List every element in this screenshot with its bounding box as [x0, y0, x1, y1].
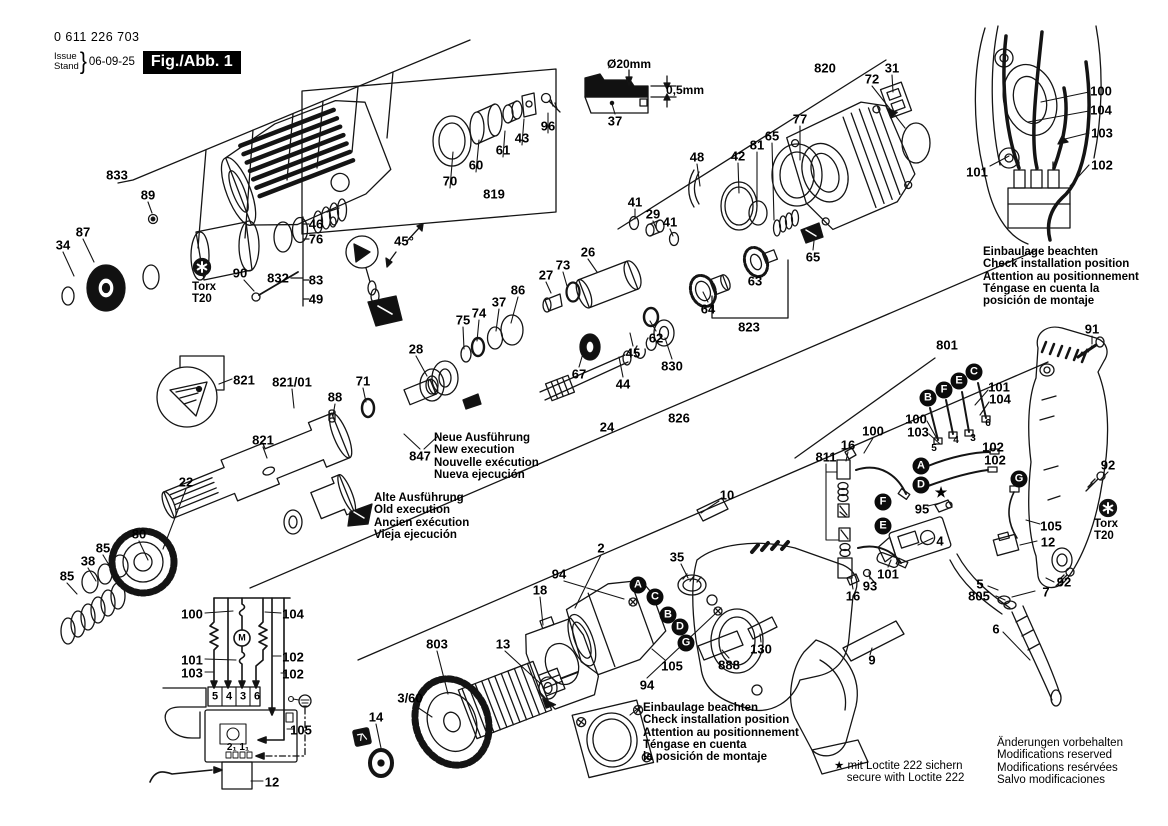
part-label-5: 5	[931, 443, 937, 454]
part-label-9: 9	[868, 652, 876, 668]
part-label-94: 94	[639, 677, 655, 693]
part-label-63: 63	[747, 273, 763, 289]
part-label-821: 821	[252, 432, 274, 448]
part-label-104: 104	[282, 606, 304, 622]
part-label-2: 2	[597, 540, 605, 556]
part-label-7: 7	[1042, 584, 1050, 600]
part-label-85: 85	[59, 568, 75, 584]
part-label-3: 3	[239, 690, 247, 703]
issue-label: Issue	[54, 51, 77, 62]
letter-marker-E: E	[875, 518, 892, 535]
part-label-833: 833	[106, 167, 128, 183]
part-label-2₁ 1₁: 2₁ 1₁	[226, 742, 250, 753]
part-label-37: 37	[607, 113, 623, 129]
letter-marker-F: F	[936, 382, 953, 399]
part-label-130: 130	[750, 641, 772, 657]
torx-label-right: Torx T20	[1094, 518, 1119, 543]
part-label-49: 49	[308, 291, 324, 307]
part-label-83: 83	[308, 272, 324, 288]
note-install-bottom: Einbaulage beachten Check installation position Attention au positionnement Téngase en cuenta la posición de montaje	[643, 702, 799, 764]
part-label-101: 101	[988, 379, 1010, 395]
part-label-0,5mm: 0,5mm	[665, 83, 705, 97]
part-label-18: 18	[532, 582, 548, 598]
part-label-73: 73	[555, 257, 571, 273]
part-label-103: 103	[181, 665, 203, 681]
part-label-65: 65	[805, 249, 821, 265]
part-label-6: 6	[992, 621, 1000, 637]
letter-marker-G: G	[1011, 471, 1028, 488]
part-label-45°: 45°	[394, 233, 414, 249]
part-label-41: 41	[627, 194, 643, 210]
part-label-104: 104	[1090, 102, 1112, 118]
part-label-93: 93	[862, 578, 878, 594]
figure-badge: Fig./Abb. 1	[143, 51, 241, 74]
part-label-41: 41	[662, 214, 678, 230]
part-label-★: ★	[934, 484, 948, 500]
note-new-execution: Neue Ausführung New execution Nouvelle exécution Nueva ejecución	[434, 432, 539, 481]
part-label-12: 12	[264, 774, 280, 790]
part-label-102: 102	[282, 666, 304, 682]
part-label-29: 29	[645, 206, 661, 222]
part-label-46: 46	[308, 216, 324, 232]
title-block	[54, 30, 241, 74]
stand-label: Stand	[54, 61, 79, 72]
part-label-75: 75	[455, 312, 471, 328]
part-label-102: 102	[282, 649, 304, 665]
part-label-92: 92	[1056, 574, 1072, 590]
part-label-823: 823	[738, 319, 760, 335]
part-label-105: 105	[290, 722, 312, 738]
part-label-71: 71	[355, 373, 371, 389]
part-label-801: 801	[936, 337, 958, 353]
note-modifications: Änderungen vorbehalten Modifications reserved Modifications resérvées Salvo modificaciones	[997, 737, 1123, 786]
part-label-4: 4	[936, 533, 944, 549]
letter-marker-G: G	[678, 635, 695, 652]
part-label-64: 64	[700, 301, 716, 317]
part-label-6: 6	[985, 418, 991, 429]
part-label-101: 101	[966, 164, 988, 180]
part-label-826: 826	[668, 410, 690, 426]
part-label-M: M	[238, 632, 246, 643]
part-label-38: 38	[80, 553, 96, 569]
part-label-60: 60	[468, 157, 484, 173]
part-label-100: 100	[1090, 83, 1112, 99]
part-label-34: 34	[55, 237, 71, 253]
part-label-811: 811	[815, 449, 837, 465]
document-number: 0 611 226 703	[54, 30, 140, 44]
part-label-67: 67	[571, 366, 587, 382]
part-label-4: 4	[225, 690, 233, 703]
part-label-62: 62	[648, 330, 664, 346]
part-label-104: 104	[989, 391, 1011, 407]
letter-marker-C: C	[647, 589, 664, 606]
part-label-94: 94	[551, 566, 567, 582]
part-label-13: 13	[495, 636, 511, 652]
part-label-70: 70	[442, 173, 458, 189]
part-label-44: 44	[615, 376, 631, 392]
part-label-95: 95	[914, 501, 930, 517]
note-loctite: ★ mit Loctite 222 sichern secure with Loctite 222	[834, 760, 965, 785]
part-label-24: 24	[599, 419, 615, 435]
part-label-101: 101	[181, 652, 203, 668]
part-label-6: 6	[253, 690, 261, 703]
note-old-execution: Alte Ausführung Old execution Ancien exécution Vieja ejecución	[374, 492, 470, 541]
part-label-43: 43	[514, 130, 530, 146]
part-label-820: 820	[814, 60, 836, 76]
part-label-821/01: 821/01	[272, 374, 312, 390]
part-label-22: 22	[178, 474, 194, 490]
part-label-91: 91	[1084, 321, 1100, 337]
part-label-14: 14	[368, 709, 384, 725]
part-label-103: 103	[1091, 125, 1113, 141]
part-label-77: 77	[792, 111, 808, 127]
part-label-805: 805	[968, 588, 990, 604]
part-label-3: 3	[970, 433, 976, 444]
part-label-26: 26	[580, 244, 596, 260]
part-label-45: 45	[625, 345, 641, 361]
letter-marker-F: F	[875, 494, 892, 511]
part-label-101: 101	[877, 566, 899, 582]
part-label-103: 103	[907, 424, 929, 440]
part-label-100: 100	[905, 411, 927, 427]
letter-marker-B: B	[660, 607, 677, 624]
part-label-105: 105	[1040, 518, 1062, 534]
part-label-102: 102	[982, 439, 1004, 455]
part-label-100: 100	[862, 423, 884, 439]
part-label-803: 803	[426, 636, 448, 652]
letter-marker-C: C	[966, 364, 983, 381]
letter-marker-D: D	[913, 477, 930, 494]
part-label-85: 85	[95, 540, 111, 556]
part-label-76: 76	[308, 231, 324, 247]
part-label-832: 832	[267, 270, 289, 286]
part-label-81: 81	[749, 137, 765, 153]
part-label-102: 102	[1091, 157, 1113, 173]
letter-marker-B: B	[920, 390, 937, 407]
part-label-35: 35	[669, 549, 685, 565]
part-label-3/60: 3/60	[397, 690, 423, 706]
part-label-37: 37	[491, 294, 507, 310]
letter-marker-A: A	[630, 577, 647, 594]
part-label-847: 847	[409, 448, 431, 464]
part-label-100: 100	[181, 606, 203, 622]
part-label-42: 42	[730, 148, 746, 164]
part-label-888: 888	[718, 657, 740, 673]
part-label-31: 31	[884, 60, 900, 76]
issue-date: 06-09-25	[88, 56, 135, 68]
note-install-top-right: Einbaulage beachten Check installation position Attention au positionnement Téngase en cuenta la posición de montaje	[983, 246, 1139, 308]
letter-marker-D: D	[672, 619, 689, 636]
part-label-10: 10	[719, 487, 735, 503]
part-label-96: 96	[540, 118, 556, 134]
part-label-4: 4	[953, 435, 959, 446]
part-label-27: 27	[538, 267, 554, 283]
part-label-86: 86	[510, 282, 526, 298]
part-label-74: 74	[471, 305, 487, 321]
torx-label-left: Torx T20	[192, 281, 217, 306]
part-label-821: 821	[233, 372, 255, 388]
part-label-88: 88	[327, 389, 343, 405]
part-label-65: 65	[764, 128, 780, 144]
part-label-830: 830	[661, 358, 683, 374]
part-label-16: 16	[840, 437, 856, 453]
part-label-5: 5	[976, 576, 984, 592]
part-label-Ø20mm: Ø20mm	[606, 57, 652, 71]
part-label-5: 5	[211, 690, 219, 703]
part-label-87: 87	[75, 224, 91, 240]
part-label-48: 48	[689, 149, 705, 165]
part-label-90: 90	[232, 265, 248, 281]
part-label-102: 102	[984, 452, 1006, 468]
part-label-28: 28	[408, 341, 424, 357]
part-label-72: 72	[864, 71, 880, 87]
part-label-819: 819	[483, 186, 505, 202]
part-label-16: 16	[845, 588, 861, 604]
part-label-61: 61	[495, 142, 511, 158]
part-label-89: 89	[140, 187, 156, 203]
part-label-80: 80	[131, 526, 147, 542]
letter-marker-A: A	[913, 458, 930, 475]
part-label-92: 92	[1100, 457, 1116, 473]
brace-glyph: }	[79, 48, 87, 75]
part-label-12: 12	[1040, 534, 1056, 550]
part-label-105: 105	[661, 658, 683, 674]
letter-marker-E: E	[951, 373, 968, 390]
